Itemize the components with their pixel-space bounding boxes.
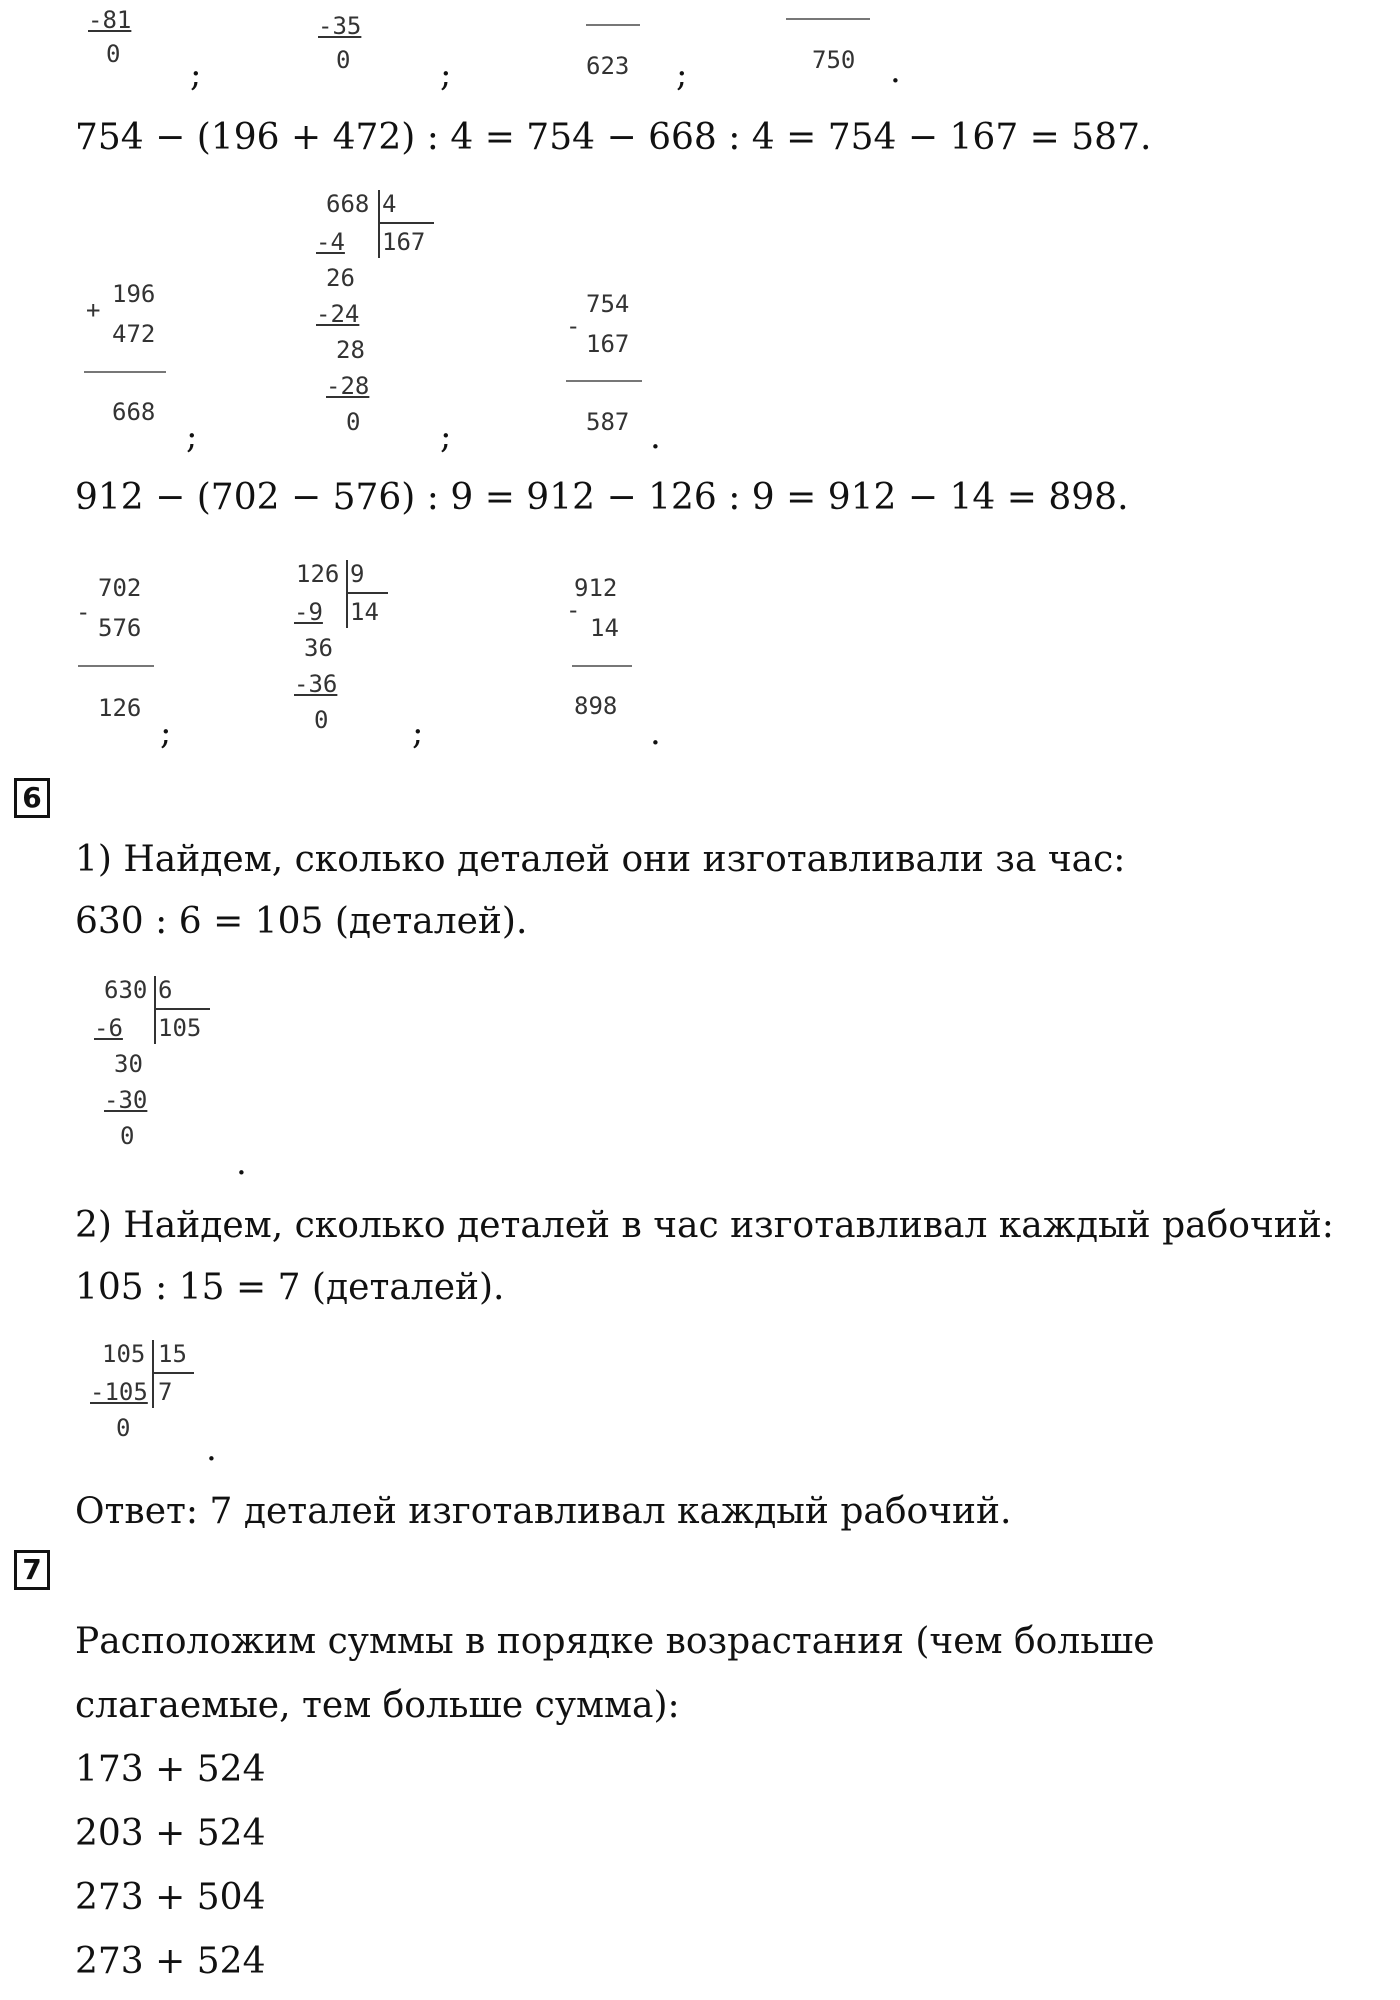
plus-sign: + <box>86 296 101 324</box>
division-bracket <box>346 560 348 628</box>
period: . <box>650 417 661 457</box>
sum-item: 203 + 524 <box>75 1813 266 1854</box>
task6-equation-2: 105 : 15 = 7 (деталей). <box>75 1267 505 1308</box>
div-row: 26 <box>326 264 355 292</box>
semicolon: ; <box>440 55 452 95</box>
task-number-7: 7 <box>14 1550 50 1590</box>
div-row: 0 <box>346 408 361 436</box>
difference-rule <box>572 665 632 667</box>
division-bracket <box>152 1372 194 1374</box>
top-c3-result: 623 <box>586 52 630 80</box>
sum-item: 173 + 524 <box>75 1749 266 1790</box>
sum-item: 273 + 524 <box>75 1941 266 1982</box>
div-divisor: 15 <box>158 1340 187 1368</box>
underline-rule <box>586 24 640 26</box>
div-divisor: 9 <box>350 560 365 588</box>
div-row: -9 <box>294 598 323 626</box>
semicolon: ; <box>676 55 688 95</box>
div-row: -105 <box>90 1378 148 1406</box>
division-bracket <box>346 592 388 594</box>
division-bracket <box>154 976 156 1044</box>
top-c4-result: 750 <box>812 46 856 74</box>
div-dividend: 126 <box>296 560 340 588</box>
difference: 126 <box>98 694 142 722</box>
division-bracket <box>152 1340 154 1408</box>
task7-intro-line-2: слагаемые, тем больше сумма): <box>75 1685 680 1726</box>
sum-item: 273 + 504 <box>75 1877 266 1918</box>
task6-step2: 2) Найдем, сколько деталей в час изготавливал каждый рабочий: <box>75 1205 1334 1246</box>
period: . <box>206 1429 217 1469</box>
minus-sign: - <box>76 598 91 626</box>
division-bracket <box>378 190 380 258</box>
div-row: -36 <box>294 670 338 698</box>
div-row: 28 <box>336 336 365 364</box>
div-dividend: 630 <box>104 976 148 1004</box>
period: . <box>890 51 901 91</box>
div-dividend: 105 <box>102 1340 146 1368</box>
div-row: -28 <box>326 372 370 400</box>
div-row: 30 <box>114 1050 143 1078</box>
div-quotient: 7 <box>158 1378 173 1406</box>
div-row: -30 <box>104 1086 148 1114</box>
difference: 898 <box>574 692 618 720</box>
div-divisor: 4 <box>382 190 397 218</box>
div-row: 36 <box>304 634 333 662</box>
task6-equation-1: 630 : 6 = 105 (деталей). <box>75 901 528 942</box>
div-row: -24 <box>316 300 360 328</box>
sum-rule <box>84 371 166 373</box>
task6-answer: Ответ: 7 деталей изготавливал каждый рабочий. <box>75 1491 1012 1532</box>
division-bracket <box>154 1008 210 1010</box>
period: . <box>236 1143 247 1183</box>
div-row: 0 <box>314 706 329 734</box>
div-quotient: 167 <box>382 228 426 256</box>
task6-step1: 1) Найдем, сколько деталей они изготавливали за час: <box>75 839 1126 880</box>
div-row: 0 <box>116 1414 131 1442</box>
minus-sign: - <box>566 312 581 340</box>
div-dividend: 668 <box>326 190 370 218</box>
underline-rule <box>786 18 870 20</box>
task-number-6: 6 <box>14 778 50 818</box>
addend-2: 472 <box>112 320 156 348</box>
semicolon: ; <box>440 417 452 457</box>
top-c2-top: -35 <box>318 12 362 40</box>
div-row: 0 <box>120 1122 135 1150</box>
difference: 587 <box>586 408 630 436</box>
minus-sign: - <box>566 596 581 624</box>
div-quotient: 14 <box>350 598 379 626</box>
equation-2: 912 − (702 − 576) : 9 = 912 − 126 : 9 = 912 − 14 = 898. <box>75 477 1129 518</box>
minuend: 702 <box>98 574 142 602</box>
div-row: -6 <box>94 1014 123 1042</box>
task7-intro-line-1: Расположим суммы в порядке возрастания (чем больше <box>75 1621 1155 1662</box>
period: . <box>650 713 661 753</box>
div-row: -4 <box>316 228 345 256</box>
top-c1-top: -81 <box>88 6 132 34</box>
div-divisor: 6 <box>158 976 173 1004</box>
semicolon: ; <box>160 713 172 753</box>
addend-1: 196 <box>112 280 156 308</box>
subtrahend: 576 <box>98 614 142 642</box>
top-c2-bottom: 0 <box>336 46 351 74</box>
division-bracket <box>378 222 434 224</box>
semicolon: ; <box>186 417 198 457</box>
difference-rule <box>566 380 642 382</box>
equation-1: 754 − (196 + 472) : 4 = 754 − 668 : 4 = 754 − 167 = 587. <box>75 117 1152 158</box>
semicolon: ; <box>412 713 424 753</box>
minuend: 912 <box>574 574 618 602</box>
difference-rule <box>78 665 154 667</box>
subtrahend: 167 <box>586 330 630 358</box>
semicolon: ; <box>190 55 202 95</box>
subtrahend: 14 <box>590 614 619 642</box>
sum-result: 668 <box>112 398 156 426</box>
div-quotient: 105 <box>158 1014 202 1042</box>
top-c1-bottom: 0 <box>106 40 121 68</box>
minuend: 754 <box>586 290 630 318</box>
